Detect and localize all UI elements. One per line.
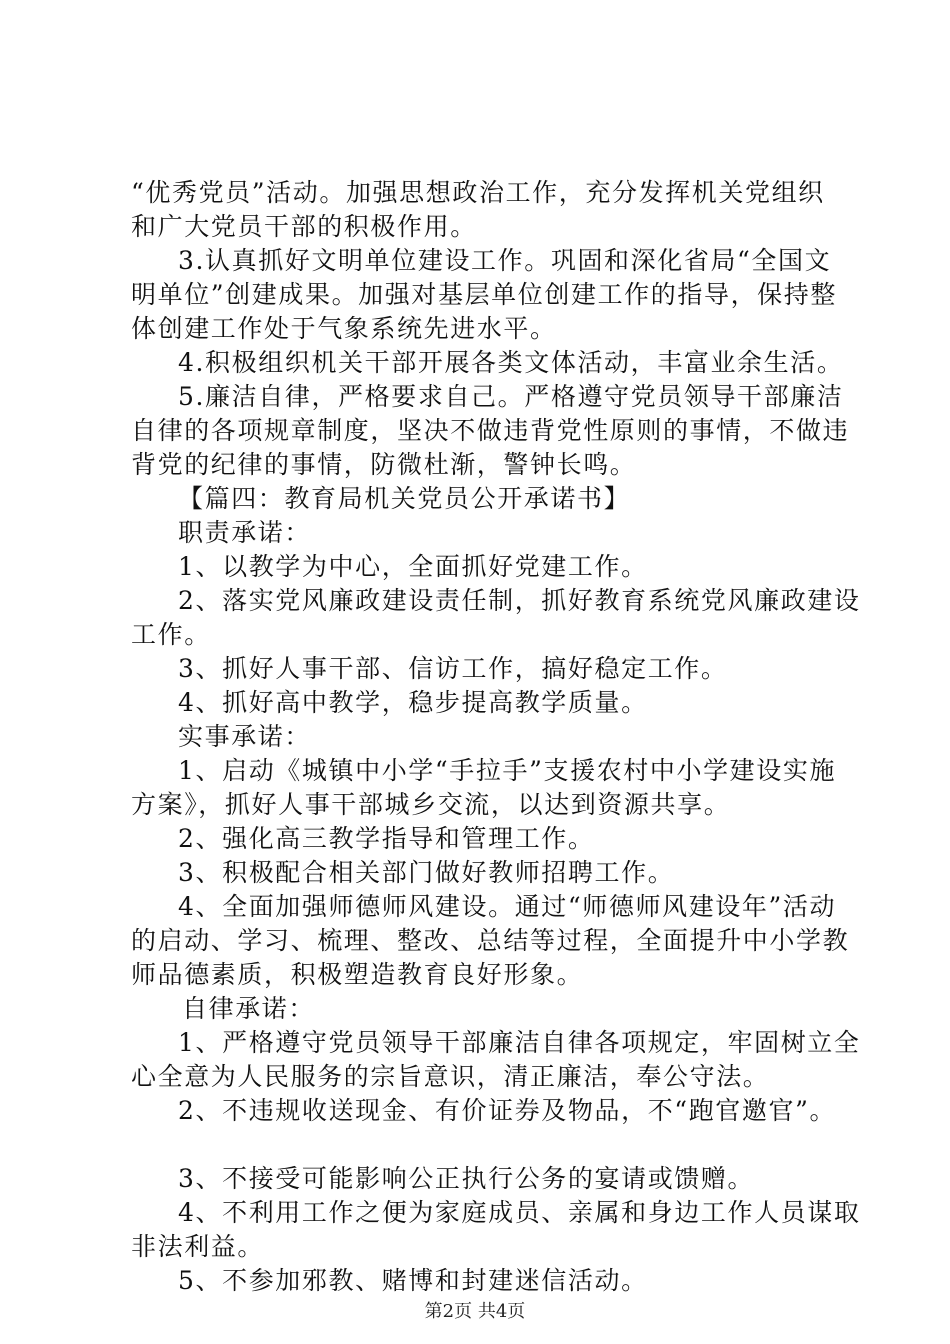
paragraph-line: 自律的各项规章制度，坚决不做违背党性原则的事情，不做违 — [131, 416, 850, 445]
list-item: 3、积极配合相关部门做好教师招聘工作。 — [178, 858, 675, 887]
section-heading: 【篇四：教育局机关党员公开承诺书】 — [178, 484, 631, 513]
paragraph-line: 背党的纪律的事情，防微杜渐，警钟长鸣。 — [131, 450, 637, 479]
paragraph-line: 明单位”创建成果。加强对基层单位创建工作的指导，保持整 — [131, 280, 837, 309]
list-item: 1、以教学为中心，全面抓好党建工作。 — [178, 552, 648, 581]
list-item: 3、抓好人事干部、信访工作，搞好稳定工作。 — [178, 654, 728, 683]
list-item: 2、落实党风廉政建设责任制，抓好教育系统党风廉政建设 — [178, 586, 861, 615]
list-item: 3、不接受可能影响公正执行公务的宴请或馈赠。 — [178, 1164, 755, 1193]
page-number-footer: 第2页 共4页 — [424, 1301, 526, 1322]
paragraph-line: 4.积极组织机关干部开展各类文体活动，丰富业余生活。 — [178, 348, 844, 377]
list-item-continuation: 工作。 — [131, 620, 211, 649]
list-item: 5、不参加邪教、赌博和封建迷信活动。 — [178, 1266, 648, 1295]
list-item: 4、不利用工作之便为家庭成员、亲属和身边工作人员谋取 — [178, 1198, 861, 1227]
list-item-continuation: 的启动、学习、梳理、整改、总结等过程，全面提升中小学教 — [131, 926, 850, 955]
paragraph-line: “优秀党员”活动。加强思想政治工作，充分发挥机关党组织 — [131, 178, 825, 207]
list-item-continuation: 方案》，抓好人事干部城乡交流，以达到资源共享。 — [131, 790, 731, 819]
list-item: 1、严格遵守党员领导干部廉洁自律各项规定，牢固树立全 — [178, 1028, 861, 1057]
subheading: 实事承诺： — [178, 722, 312, 751]
paragraph-line: 5.廉洁自律，严格要求自己。严格遵守党员领导干部廉洁 — [178, 382, 844, 411]
list-item: 1、启动《城镇中小学“手拉手”支援农村中小学建设实施 — [178, 756, 837, 785]
paragraph-line: 和广大党员干部的积极作用。 — [131, 212, 477, 241]
list-item-continuation: 非法利益。 — [131, 1232, 265, 1261]
subheading: 职责承诺： — [178, 518, 312, 547]
list-item: 4、全面加强师德师风建设。通过“师德师风建设年”活动 — [178, 892, 837, 921]
subheading: 自律承诺： — [182, 994, 316, 1023]
paragraph-line: 3.认真抓好文明单位建设工作。巩固和深化省局“全国文 — [178, 246, 832, 275]
list-item: 2、强化高三教学指导和管理工作。 — [178, 824, 595, 853]
list-item-continuation: 心全意为人民服务的宗旨意识，清正廉洁，奉公守法。 — [131, 1062, 770, 1091]
list-item-continuation: 师品德素质，积极塑造教育良好形象。 — [131, 960, 584, 989]
list-item: 4、抓好高中教学，稳步提高教学质量。 — [178, 688, 648, 717]
paragraph-line: 体创建工作处于气象系统先进水平。 — [131, 314, 557, 343]
list-item: 2、不违规收送现金、有价证券及物品，不“跑官邀官”。 — [178, 1096, 837, 1125]
